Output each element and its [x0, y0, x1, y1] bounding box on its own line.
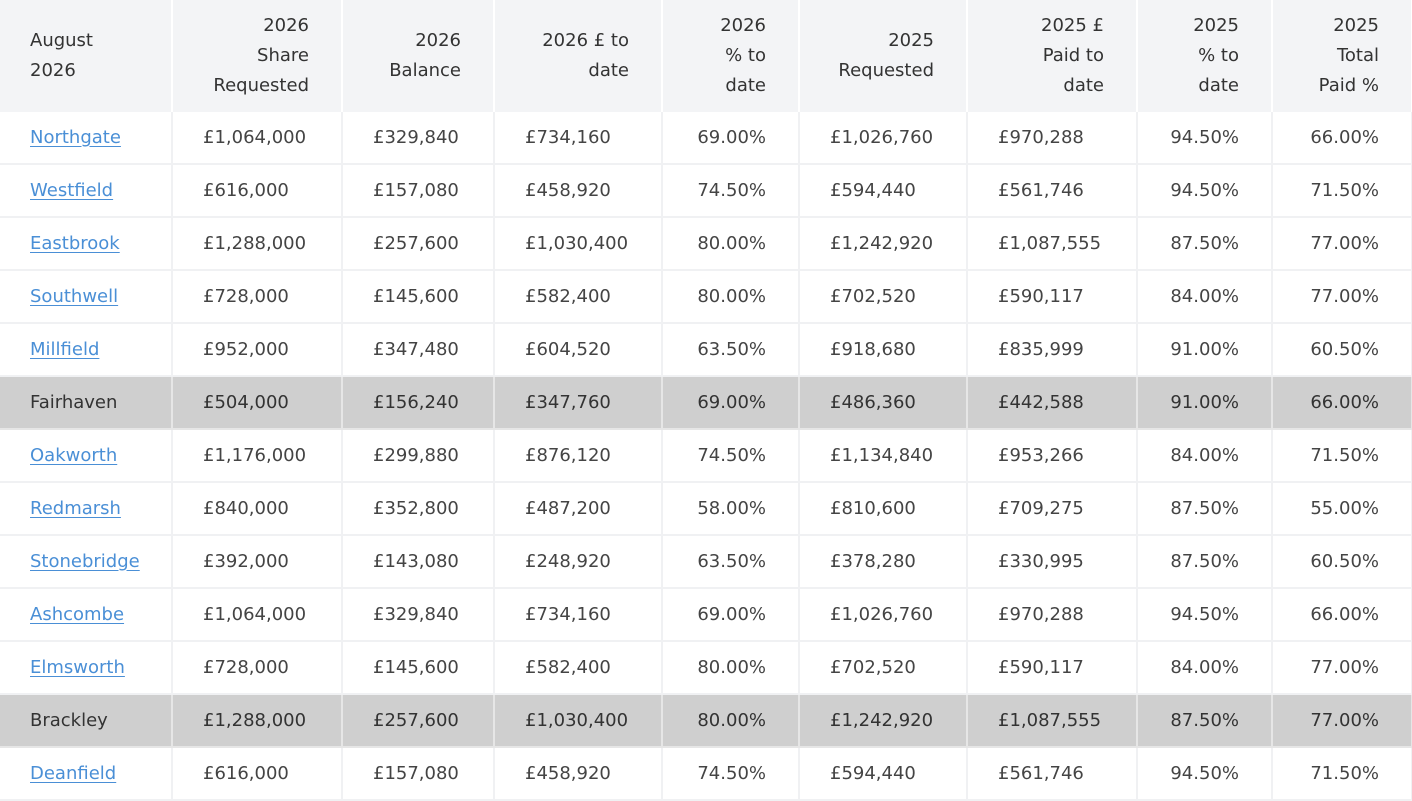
- table-cell: 71.50%: [1272, 747, 1412, 800]
- town-link[interactable]: Eastbrook: [30, 233, 120, 254]
- table-cell: £157,080: [342, 747, 494, 800]
- table-cell: £458,920: [494, 164, 662, 217]
- table-row: [0, 323, 1412, 376]
- table-row: [0, 429, 1412, 482]
- table-cell: 69.00%: [662, 376, 799, 429]
- row-name-cell[interactable]: [0, 164, 172, 217]
- table-cell: 80.00%: [662, 694, 799, 747]
- table-cell: £561,746: [967, 747, 1137, 800]
- table-cell: 94.50%: [1137, 588, 1272, 641]
- column-header-2026-balance: 2026 Balance: [342, 0, 494, 112]
- table-cell: 91.00%: [1137, 323, 1272, 376]
- table-cell: £561,746: [967, 164, 1137, 217]
- table-row: [0, 164, 1412, 217]
- table-cell: 63.50%: [662, 535, 799, 588]
- table-cell: 66.00%: [1272, 376, 1412, 429]
- table-header: [0, 0, 1412, 112]
- town-link[interactable]: Redmarsh: [30, 498, 121, 519]
- table-cell: £248,920: [494, 535, 662, 588]
- table-cell: £486,360: [799, 376, 967, 429]
- row-name-cell[interactable]: [0, 588, 172, 641]
- table-cell: £702,520: [799, 270, 967, 323]
- table-cell: £143,080: [342, 535, 494, 588]
- table-cell: £953,266: [967, 429, 1137, 482]
- town-label: Fairhaven: [30, 392, 118, 413]
- table-row: [0, 112, 1412, 164]
- table-cell: £616,000: [172, 164, 342, 217]
- table-cell: 87.50%: [1137, 535, 1272, 588]
- table-cell: 87.50%: [1137, 217, 1272, 270]
- row-name-cell[interactable]: [0, 429, 172, 482]
- table-cell: £442,588: [967, 376, 1137, 429]
- table-cell: 60.50%: [1272, 535, 1412, 588]
- table-row: [0, 747, 1412, 800]
- table-cell: £145,600: [342, 641, 494, 694]
- column-header-2025-pct-to-date: 2025 % to date: [1137, 0, 1272, 112]
- header-row: [0, 0, 1412, 112]
- table-cell: £876,120: [494, 429, 662, 482]
- row-name-cell[interactable]: [0, 482, 172, 535]
- table-cell: £1,026,760: [799, 112, 967, 164]
- table-cell: £1,026,760: [799, 588, 967, 641]
- table-cell: 74.50%: [662, 747, 799, 800]
- table-cell: £1,064,000: [172, 112, 342, 164]
- row-name-cell: [0, 694, 172, 747]
- table-cell: £918,680: [799, 323, 967, 376]
- table-cell: 94.50%: [1137, 164, 1272, 217]
- table-cell: 66.00%: [1272, 588, 1412, 641]
- table-cell: 55.00%: [1272, 482, 1412, 535]
- table-cell: £594,440: [799, 747, 967, 800]
- table-cell: 60.50%: [1272, 323, 1412, 376]
- table-cell: £590,117: [967, 641, 1137, 694]
- table-cell: £1,064,000: [172, 588, 342, 641]
- table-cell: £604,520: [494, 323, 662, 376]
- table-cell: £1,087,555: [967, 217, 1137, 270]
- table-cell: £145,600: [342, 270, 494, 323]
- table-cell: 77.00%: [1272, 694, 1412, 747]
- table-cell: £299,880: [342, 429, 494, 482]
- row-name-cell[interactable]: [0, 641, 172, 694]
- table-cell: £1,288,000: [172, 217, 342, 270]
- town-link[interactable]: Millfield: [30, 339, 100, 360]
- table-cell: £329,840: [342, 588, 494, 641]
- table-cell: £1,176,000: [172, 429, 342, 482]
- row-name-cell[interactable]: [0, 323, 172, 376]
- column-header-2026-to-date: 2026 £ to date: [494, 0, 662, 112]
- town-link[interactable]: Southwell: [30, 286, 119, 307]
- table-cell: £582,400: [494, 270, 662, 323]
- table-cell: 84.00%: [1137, 429, 1272, 482]
- table-cell: 69.00%: [662, 588, 799, 641]
- table-row: [0, 641, 1412, 694]
- table-cell: £347,480: [342, 323, 494, 376]
- table-cell: £970,288: [967, 112, 1137, 164]
- column-header-2025-total-paid-pct: 2025 Total Paid %: [1272, 0, 1412, 112]
- column-header-2025-paid-to-date: 2025 £ Paid to date: [967, 0, 1137, 112]
- table-cell: £347,760: [494, 376, 662, 429]
- table-row: [0, 482, 1412, 535]
- table-cell: 87.50%: [1137, 694, 1272, 747]
- town-link[interactable]: Northgate: [30, 127, 121, 148]
- table-cell: £840,000: [172, 482, 342, 535]
- town-link[interactable]: Elmsworth: [30, 657, 125, 678]
- table-cell: £709,275: [967, 482, 1137, 535]
- table-cell: 91.00%: [1137, 376, 1272, 429]
- town-link[interactable]: Oakworth: [30, 445, 118, 466]
- table-cell: £156,240: [342, 376, 494, 429]
- table-row: [0, 588, 1412, 641]
- table-cell: 71.50%: [1272, 429, 1412, 482]
- town-label: Brackley: [30, 710, 108, 731]
- table-cell: £728,000: [172, 270, 342, 323]
- town-link[interactable]: Stonebridge: [30, 551, 140, 572]
- table-cell: 63.50%: [662, 323, 799, 376]
- table-cell: £590,117: [967, 270, 1137, 323]
- table-cell: £1,087,555: [967, 694, 1137, 747]
- table-cell: 77.00%: [1272, 217, 1412, 270]
- table-cell: 71.50%: [1272, 164, 1412, 217]
- table-row: [0, 217, 1412, 270]
- table-cell: 80.00%: [662, 270, 799, 323]
- table-cell: 74.50%: [662, 164, 799, 217]
- column-header-month: August 2026: [0, 0, 172, 112]
- table-cell: 84.00%: [1137, 641, 1272, 694]
- town-link[interactable]: Westfield: [30, 180, 114, 201]
- table-cell: £734,160: [494, 588, 662, 641]
- table-cell: £352,800: [342, 482, 494, 535]
- table-cell: £616,000: [172, 747, 342, 800]
- table-cell: £835,999: [967, 323, 1137, 376]
- table-cell: 69.00%: [662, 112, 799, 164]
- table-cell: £970,288: [967, 588, 1137, 641]
- table-cell: 66.00%: [1272, 112, 1412, 164]
- table-cell: £594,440: [799, 164, 967, 217]
- table-cell: 80.00%: [662, 217, 799, 270]
- table-row: [0, 535, 1412, 588]
- table-cell: 74.50%: [662, 429, 799, 482]
- table-cell: £734,160: [494, 112, 662, 164]
- column-header-2026-share-requested: 2026 Share Requested: [172, 0, 342, 112]
- row-name-cell[interactable]: [0, 535, 172, 588]
- table-cell: 87.50%: [1137, 482, 1272, 535]
- row-name-cell: [0, 376, 172, 429]
- table-cell: £810,600: [799, 482, 967, 535]
- table-cell: £1,242,920: [799, 694, 967, 747]
- table-cell: 80.00%: [662, 641, 799, 694]
- table-row: [0, 694, 1412, 747]
- table-cell: £582,400: [494, 641, 662, 694]
- table-cell: £458,920: [494, 747, 662, 800]
- column-header-2025-requested: 2025 Requested: [799, 0, 967, 112]
- row-name-cell[interactable]: [0, 270, 172, 323]
- row-name-cell[interactable]: [0, 747, 172, 800]
- table-cell: £1,134,840: [799, 429, 967, 482]
- table-cell: £257,600: [342, 217, 494, 270]
- table-body: [0, 112, 1412, 800]
- table-cell: 58.00%: [662, 482, 799, 535]
- town-link[interactable]: Deanfield: [30, 763, 117, 784]
- table-cell: £157,080: [342, 164, 494, 217]
- table-cell: £487,200: [494, 482, 662, 535]
- table-cell: £329,840: [342, 112, 494, 164]
- table-cell: £1,242,920: [799, 217, 967, 270]
- table-cell: £1,030,400: [494, 217, 662, 270]
- table-cell: £392,000: [172, 535, 342, 588]
- table-row: [0, 376, 1412, 429]
- table-cell: £330,995: [967, 535, 1137, 588]
- table-row: [0, 270, 1412, 323]
- column-header-2026-pct-to-date: 2026 % to date: [662, 0, 799, 112]
- table-cell: £1,030,400: [494, 694, 662, 747]
- table-cell: £378,280: [799, 535, 967, 588]
- table-cell: 94.50%: [1137, 747, 1272, 800]
- table-cell: £952,000: [172, 323, 342, 376]
- table-cell: £504,000: [172, 376, 342, 429]
- table-cell: £728,000: [172, 641, 342, 694]
- table-cell: £257,600: [342, 694, 494, 747]
- row-name-cell[interactable]: [0, 217, 172, 270]
- town-link[interactable]: Ashcombe: [30, 604, 125, 625]
- table-cell: 84.00%: [1137, 270, 1272, 323]
- table-cell: £702,520: [799, 641, 967, 694]
- table-cell: 77.00%: [1272, 641, 1412, 694]
- table-cell: 94.50%: [1137, 112, 1272, 164]
- table-cell: £1,288,000: [172, 694, 342, 747]
- row-name-cell[interactable]: [0, 112, 172, 164]
- table-cell: 77.00%: [1272, 270, 1412, 323]
